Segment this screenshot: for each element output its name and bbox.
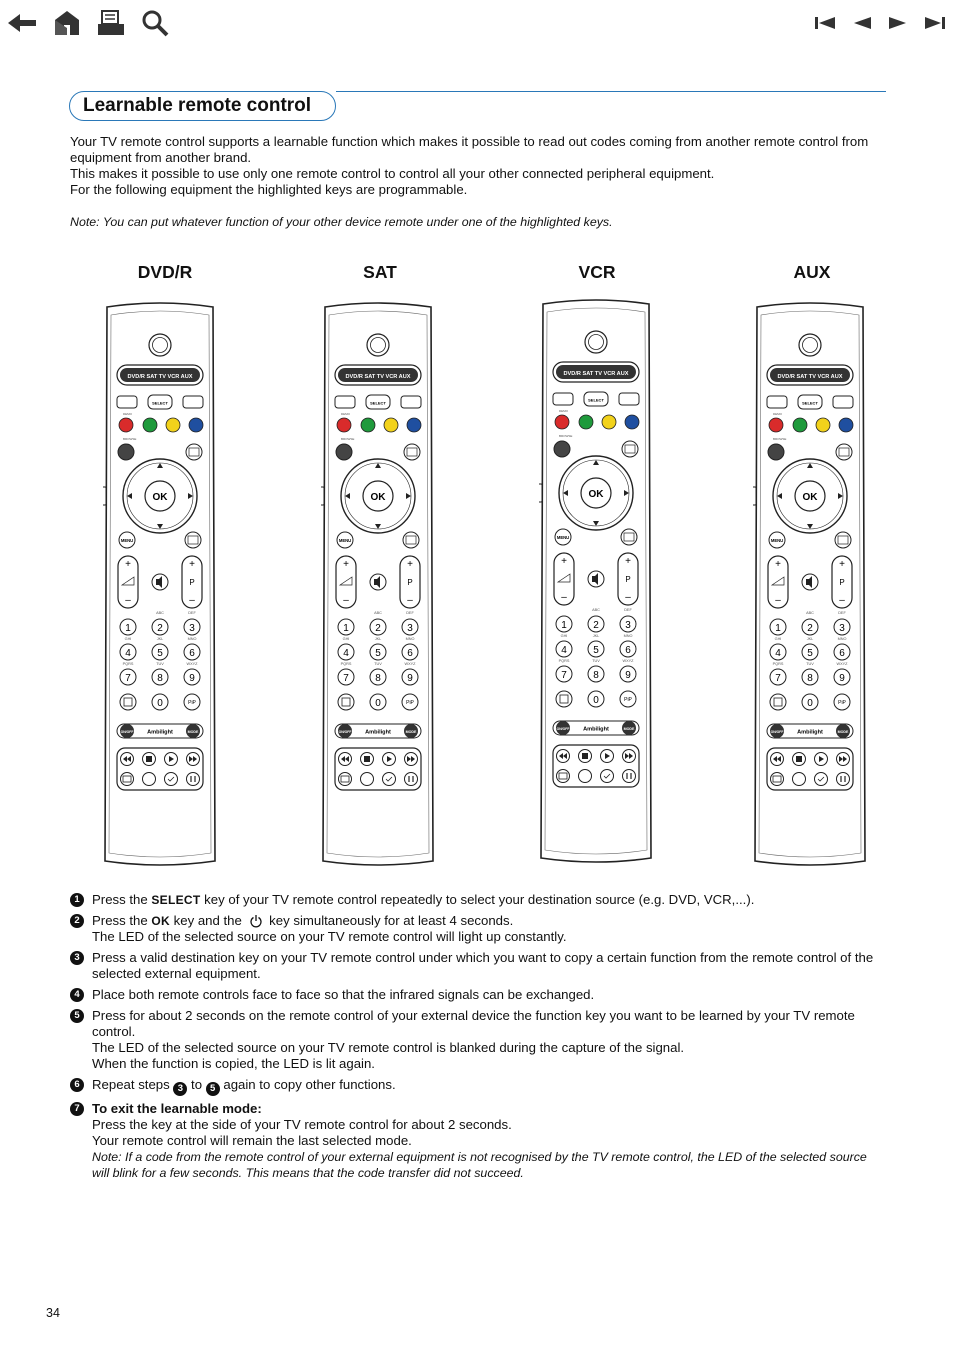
program-plus-label: + <box>189 559 195 570</box>
digit-key-label[interactable]: 4 <box>775 648 781 659</box>
digit-key-label[interactable]: 0 <box>157 698 163 709</box>
info-button[interactable] <box>770 694 786 710</box>
demo-label: DEMO <box>559 409 568 413</box>
step-text: When the function is copied, the LED is lit again. <box>92 1056 375 1071</box>
volume-plus-label: + <box>561 556 567 567</box>
format-button[interactable] <box>403 532 419 548</box>
green-key[interactable] <box>793 418 807 432</box>
page-title: Learnable remote control <box>83 95 312 116</box>
record-key[interactable] <box>771 773 784 786</box>
ambilight-label: Ambilight <box>365 729 391 736</box>
digit-letter-label: PQRS <box>122 662 134 666</box>
on-off-label: ON/OFF <box>770 730 784 734</box>
mode-label: MODE <box>405 730 417 734</box>
digit-letter-label: MNO <box>187 637 197 641</box>
digit-key-label[interactable]: 4 <box>561 645 567 656</box>
digit-key-label[interactable]: 9 <box>625 670 631 681</box>
step-text: again to copy other functions. <box>219 1077 396 1092</box>
digit-letter-label: PQRS <box>772 662 784 666</box>
digit-key-label[interactable]: 2 <box>593 620 599 631</box>
digit-key-label[interactable]: 5 <box>593 645 599 656</box>
check-key[interactable] <box>601 770 614 783</box>
menu-button-label[interactable]: MENU <box>120 538 134 543</box>
digit-letter-label: TUV <box>156 662 164 666</box>
red-key[interactable] <box>337 418 351 432</box>
digit-letter-label: ABC <box>806 611 814 615</box>
digit-key-label[interactable]: 1 <box>561 620 567 631</box>
red-key[interactable] <box>119 418 133 432</box>
mode-label: MODE <box>187 730 199 734</box>
digit-key-label[interactable]: 7 <box>343 673 349 684</box>
menu-button-label[interactable]: MENU <box>770 538 784 543</box>
digit-letter-label: MNO <box>837 637 847 641</box>
digit-letter-label: TUV <box>374 662 382 666</box>
digit-key-label[interactable]: 0 <box>375 698 381 709</box>
title-rule <box>336 91 886 92</box>
step-text: key and the <box>169 913 246 928</box>
page-number: 34 <box>46 1306 60 1320</box>
red-key[interactable] <box>769 418 783 432</box>
remote-label-dvdr: DVD/R <box>137 262 193 282</box>
home-icon[interactable] <box>52 8 82 38</box>
stop-icon <box>364 756 370 762</box>
digit-letter-label: GHI <box>560 634 568 638</box>
step-text: Press the key at the side of your TV remote control for about 2 seconds. <box>92 1117 512 1132</box>
digit-key-label[interactable]: 6 <box>839 648 845 659</box>
first-page-icon[interactable] <box>814 15 836 31</box>
step-number: 4 <box>70 988 84 1002</box>
stop-icon <box>582 753 588 759</box>
volume-plus-label: + <box>775 559 781 570</box>
digit-key-label[interactable]: 3 <box>839 623 845 634</box>
yellow-key[interactable] <box>384 418 398 432</box>
step-text: Your remote control will remain the last selected mode. <box>92 1133 412 1148</box>
step-3 <box>70 950 876 982</box>
step-2 <box>70 913 876 945</box>
step-note: Note: If a code from the remote control of your external equipment is not recognised by the TV remote control, the LED of the selected source will blink for a few seconds. This means that the code transfer did not succeed. <box>92 1150 867 1180</box>
tv-key[interactable] <box>143 773 156 786</box>
step-number: 2 <box>70 914 84 928</box>
digit-key-label[interactable]: 4 <box>343 648 349 659</box>
digit-key-label[interactable]: 7 <box>125 673 131 684</box>
title-box <box>69 91 336 121</box>
volume-minus-label: – <box>561 592 567 603</box>
program-plus-label: + <box>407 559 413 570</box>
intro-paragraph: For the following equipment the highlighted keys are programmable. <box>70 182 468 197</box>
intro-paragraph: This makes it possible to use only one remote control to control all your other connected peripheral equipment. <box>70 166 715 181</box>
digit-key-label[interactable]: 2 <box>157 623 163 634</box>
digit-letter-label: ABC <box>374 611 382 615</box>
remote-drawing <box>103 301 217 867</box>
side-learn-key[interactable] <box>753 487 756 505</box>
step-4 <box>70 987 876 1003</box>
yellow-key[interactable] <box>602 415 616 429</box>
digit-key-label[interactable]: 7 <box>775 673 781 684</box>
remote-drawing <box>753 301 867 867</box>
record-key[interactable] <box>557 770 570 783</box>
next-page-icon[interactable] <box>888 15 908 31</box>
program-plus-label: + <box>839 559 845 570</box>
remote-drawing <box>321 301 435 867</box>
remote-drawing <box>539 298 653 864</box>
tv-key[interactable] <box>361 773 374 786</box>
step-number: 6 <box>70 1078 84 1092</box>
digit-letter-label: DEF <box>838 611 846 615</box>
digit-letter-label: GHI <box>124 637 132 641</box>
browse-label: BROWSE <box>341 437 355 441</box>
blue-key[interactable] <box>625 415 639 429</box>
browse-button[interactable] <box>336 444 352 460</box>
digit-key-label[interactable]: 1 <box>343 623 349 634</box>
browse-button[interactable] <box>768 444 784 460</box>
step-6 <box>70 1077 876 1096</box>
demo-label: DEMO <box>123 412 132 416</box>
ambilight-label: Ambilight <box>797 729 823 736</box>
digit-letter-label: GHI <box>342 637 350 641</box>
teletext-button[interactable] <box>183 396 203 408</box>
program-minus-label: – <box>189 595 195 606</box>
volume-plus-label: + <box>125 559 131 570</box>
digit-key-label[interactable]: 3 <box>407 623 413 634</box>
green-key[interactable] <box>143 418 157 432</box>
red-key[interactable] <box>555 415 569 429</box>
check-key[interactable] <box>383 773 396 786</box>
digit-letter-label: JKL <box>592 634 600 638</box>
ok-button-label[interactable]: OK <box>370 492 386 503</box>
steps-list <box>70 892 876 1186</box>
yellow-key[interactable] <box>816 418 830 432</box>
digit-letter-label: PQRS <box>558 659 570 663</box>
digit-key-label[interactable]: 6 <box>189 648 195 659</box>
record-key[interactable] <box>121 773 134 786</box>
menu-button-label[interactable]: MENU <box>338 538 352 543</box>
program-minus-label: – <box>625 592 631 603</box>
mode-label: MODE <box>623 727 635 731</box>
back-arrow-icon[interactable] <box>6 11 38 35</box>
guide-button[interactable] <box>622 441 638 457</box>
step-text: key simultaneously for at least 4 seconds. <box>265 913 514 928</box>
digit-letter-label: WXYZ <box>404 662 416 666</box>
blue-key[interactable] <box>407 418 421 432</box>
on-off-label: ON/OFF <box>120 730 134 734</box>
digit-letter-label: JKL <box>156 637 164 641</box>
digit-letter-label: JKL <box>806 637 814 641</box>
program-minus-label: – <box>407 595 413 606</box>
digit-key-label[interactable]: 9 <box>189 673 195 684</box>
check-key[interactable] <box>815 773 828 786</box>
format-button[interactable] <box>185 532 201 548</box>
step-1 <box>70 892 876 908</box>
format-button[interactable] <box>835 532 851 548</box>
digit-key-label[interactable]: 9 <box>839 673 845 684</box>
step-text: Press the <box>92 892 152 907</box>
info-button[interactable] <box>120 694 136 710</box>
program-label: P <box>407 578 413 587</box>
power-icon <box>249 914 263 928</box>
digit-key-label[interactable]: 8 <box>807 673 813 684</box>
digit-key-label[interactable]: 2 <box>375 623 381 634</box>
step-7 <box>70 1101 876 1181</box>
pause-key[interactable] <box>623 770 636 783</box>
digit-letter-label: DEF <box>188 611 196 615</box>
digit-key-label[interactable]: 8 <box>157 673 163 684</box>
pause-key[interactable] <box>187 773 200 786</box>
blue-key[interactable] <box>839 418 853 432</box>
side-learn-key[interactable] <box>103 487 106 505</box>
program-plus-label: + <box>625 556 631 567</box>
program-label: P <box>625 575 631 584</box>
ok-button-label[interactable]: OK <box>588 489 604 500</box>
ok-key-label: OK <box>151 914 170 928</box>
digit-key-label[interactable]: 0 <box>807 698 813 709</box>
browse-button[interactable] <box>554 441 570 457</box>
digit-key-label[interactable]: 3 <box>189 623 195 634</box>
digit-key-label[interactable]: 5 <box>807 648 813 659</box>
browse-label: BROWSE <box>559 434 573 438</box>
green-key[interactable] <box>361 418 375 432</box>
tv-key[interactable] <box>579 770 592 783</box>
digit-letter-label: WXYZ <box>186 662 198 666</box>
step-number: 5 <box>70 1009 84 1023</box>
program-minus-label: – <box>839 595 845 606</box>
last-page-icon[interactable] <box>924 15 946 31</box>
ambilight-label: Ambilight <box>583 726 609 733</box>
teletext-button[interactable] <box>833 396 853 408</box>
digit-key-label[interactable]: 3 <box>625 620 631 631</box>
digit-letter-label: PQRS <box>340 662 352 666</box>
pip-button-label[interactable]: PiP <box>188 700 196 706</box>
program-label: P <box>839 578 845 587</box>
remote-label-vcr: VCR <box>578 262 616 282</box>
digit-key-label[interactable]: 5 <box>375 648 381 659</box>
green-key[interactable] <box>579 415 593 429</box>
intro-text <box>70 134 880 198</box>
mode-label: MODE <box>837 730 849 734</box>
step-text: Press for about 2 seconds on the remote control of your external device the function key you want to be learned by your TV remote control. <box>92 1008 855 1039</box>
digit-letter-label: ABC <box>156 611 164 615</box>
program-label: P <box>189 578 195 587</box>
stop-icon <box>146 756 152 762</box>
select-key-label: SELECT <box>151 893 201 907</box>
step-number: 1 <box>70 893 84 907</box>
digit-key-label[interactable]: 6 <box>625 645 631 656</box>
volume-minus-label: – <box>343 595 349 606</box>
select-button-label[interactable]: SELECT <box>370 400 386 406</box>
digit-letter-label: JKL <box>374 637 382 641</box>
format-button[interactable] <box>621 529 637 545</box>
print-icon[interactable] <box>96 8 126 38</box>
step-number: 7 <box>70 1102 84 1116</box>
source-keys-label[interactable]: DVD/R SAT TV VCR AUX <box>777 374 843 380</box>
yellow-key[interactable] <box>166 418 180 432</box>
digit-key-label[interactable]: 9 <box>407 673 413 684</box>
info-button[interactable] <box>338 694 354 710</box>
demo-label: DEMO <box>773 412 782 416</box>
digit-letter-label: ABC <box>592 608 600 612</box>
check-key[interactable] <box>165 773 178 786</box>
step-text: Press the <box>92 913 152 928</box>
step-heading: To exit the learnable mode: <box>92 1101 262 1116</box>
digit-letter-label: DEF <box>624 608 632 612</box>
av-button[interactable] <box>553 393 573 405</box>
digit-letter-label: DEF <box>406 611 414 615</box>
source-keys-label[interactable]: DVD/R SAT TV VCR AUX <box>563 371 629 377</box>
stop-icon <box>796 756 802 762</box>
source-keys-label[interactable]: DVD/R SAT TV VCR AUX <box>345 374 411 380</box>
select-button-label[interactable]: SELECT <box>802 400 818 406</box>
guide-button[interactable] <box>186 444 202 460</box>
digit-letter-label: WXYZ <box>836 662 848 666</box>
browse-button[interactable] <box>118 444 134 460</box>
select-button-label[interactable]: SELECT <box>588 397 604 403</box>
step-text: Press a valid destination key on your TV remote control under which you want to copy a certain function from the remote control of the selected external equipment. <box>92 950 874 981</box>
digit-key-label[interactable]: 6 <box>407 648 413 659</box>
on-off-label: ON/OFF <box>556 727 570 731</box>
nav-toolbar-right <box>814 4 946 42</box>
remote-vcr <box>539 298 653 869</box>
pip-button-label[interactable]: PiP <box>624 697 632 703</box>
browse-label: BROWSE <box>773 437 787 441</box>
digit-key-label[interactable]: 4 <box>125 648 131 659</box>
step-text: to <box>187 1077 206 1092</box>
remote-aux <box>753 301 867 872</box>
digit-key-label[interactable]: 5 <box>157 648 163 659</box>
prev-page-icon[interactable] <box>852 15 872 31</box>
ok-button-label[interactable]: OK <box>152 492 168 503</box>
side-learn-key[interactable] <box>321 487 324 505</box>
pause-key[interactable] <box>837 773 850 786</box>
remote-dvdr <box>103 301 217 872</box>
step-text: Repeat steps <box>92 1077 174 1092</box>
select-button-label[interactable]: SELECT <box>152 400 168 406</box>
on-off-label: ON/OFF <box>338 730 352 734</box>
digit-letter-label: TUV <box>592 659 600 663</box>
av-button[interactable] <box>117 396 137 408</box>
av-button[interactable] <box>335 396 355 408</box>
av-button[interactable] <box>767 396 787 408</box>
volume-plus-label: + <box>343 559 349 570</box>
nav-toolbar-left <box>6 4 170 42</box>
guide-button[interactable] <box>836 444 852 460</box>
volume-minus-label: – <box>775 595 781 606</box>
volume-minus-label: – <box>125 595 131 606</box>
step-text: Place both remote controls face to face so that the infrared signals can be exchanged. <box>92 987 595 1002</box>
digit-key-label[interactable]: 8 <box>375 673 381 684</box>
digit-key-label[interactable]: 1 <box>775 623 781 634</box>
step-text: key of your TV remote control repeatedly to select your destination source (e.g. DVD, VCR,...). <box>200 892 755 907</box>
digit-letter-label: MNO <box>405 637 415 641</box>
step-ref-number: 3 <box>173 1082 187 1096</box>
intro-paragraph: Your TV remote control supports a learnable function which makes it possible to read out codes coming from another remote control from equipment from another brand. <box>70 134 869 165</box>
digit-key-label[interactable]: 2 <box>807 623 813 634</box>
remote-label-aux: AUX <box>793 262 831 282</box>
record-key[interactable] <box>339 773 352 786</box>
demo-label: DEMO <box>341 412 350 416</box>
digit-key-label[interactable]: 8 <box>593 670 599 681</box>
tv-key[interactable] <box>793 773 806 786</box>
step-ref-number: 5 <box>206 1082 220 1096</box>
step-text: The LED of the selected source on your TV remote control will light up constantly. <box>92 929 567 944</box>
blue-key[interactable] <box>189 418 203 432</box>
info-button[interactable] <box>556 691 572 707</box>
remote-label-sat: SAT <box>363 262 397 282</box>
digit-key-label[interactable]: 0 <box>593 695 599 706</box>
pip-button-label[interactable]: PiP <box>406 700 414 706</box>
guide-button[interactable] <box>404 444 420 460</box>
digit-key-label[interactable]: 1 <box>125 623 131 634</box>
browse-label: BROWSE <box>123 437 137 441</box>
source-keys-label[interactable]: DVD/R SAT TV VCR AUX <box>127 374 193 380</box>
side-learn-key[interactable] <box>539 484 542 502</box>
digit-letter-label: TUV <box>806 662 814 666</box>
ok-button-label[interactable]: OK <box>802 492 818 503</box>
teletext-button[interactable] <box>401 396 421 408</box>
ambilight-label: Ambilight <box>147 729 173 736</box>
step-number: 3 <box>70 951 84 965</box>
digit-key-label[interactable]: 7 <box>561 670 567 681</box>
intro-note: Note: You can put whatever function of your other device remote under one of the highlighted keys. <box>70 215 613 229</box>
menu-button-label[interactable]: MENU <box>556 535 570 540</box>
digit-letter-label: GHI <box>774 637 782 641</box>
pause-key[interactable] <box>405 773 418 786</box>
step-5 <box>70 1008 876 1072</box>
digit-letter-label: MNO <box>623 634 633 638</box>
teletext-button[interactable] <box>619 393 639 405</box>
remote-sat <box>321 301 435 872</box>
digit-letter-label: WXYZ <box>622 659 634 663</box>
pip-button-label[interactable]: PiP <box>838 700 846 706</box>
step-text: The LED of the selected source on your TV remote control is blanked during the capture of the signal. <box>92 1040 685 1055</box>
search-icon[interactable] <box>140 8 170 38</box>
